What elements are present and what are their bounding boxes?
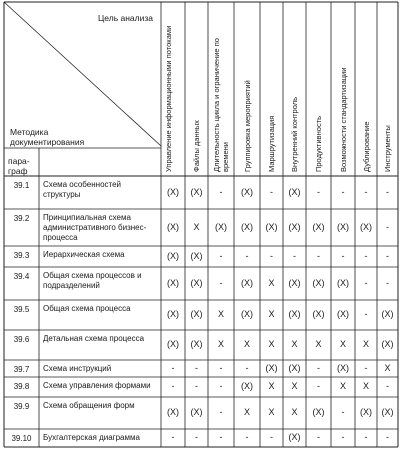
row-section-number: 39.7 bbox=[13, 365, 30, 374]
table-cell: (X) bbox=[241, 186, 253, 197]
table-cell: - bbox=[341, 432, 345, 442]
table-cell: X bbox=[291, 339, 298, 349]
table-cell: - bbox=[364, 309, 368, 319]
column-header: Внутренний контроль bbox=[290, 97, 299, 172]
table-cell: - bbox=[364, 186, 368, 197]
table-cell: (X) bbox=[190, 407, 203, 417]
table-cell: - bbox=[364, 250, 368, 261]
table-cell: - bbox=[195, 432, 198, 442]
table-cell: - bbox=[341, 186, 345, 197]
table-cell: - bbox=[195, 381, 198, 391]
table-cell: (X) bbox=[337, 277, 349, 288]
table-cell: X bbox=[243, 339, 250, 349]
table-cell: X bbox=[193, 221, 200, 232]
table-cell: - bbox=[171, 432, 175, 442]
table-cell: (X) bbox=[381, 407, 394, 417]
table-cell: (X) bbox=[337, 221, 349, 232]
table-cell: - bbox=[270, 250, 273, 261]
row-method-name: Бухгалтерская диаграмма bbox=[43, 433, 140, 442]
column-header: Файлы данных bbox=[192, 120, 201, 172]
table-cell: X bbox=[362, 381, 369, 391]
table-cell: - bbox=[245, 250, 249, 261]
row-section-number: 39.3 bbox=[13, 251, 30, 260]
table-cell: - bbox=[341, 250, 345, 261]
table-cell: (X) bbox=[288, 432, 301, 442]
table-cell: (X) bbox=[312, 221, 325, 232]
table-cell: (X) bbox=[288, 277, 301, 288]
table-cell: X bbox=[384, 362, 391, 373]
table-cell: X bbox=[268, 381, 275, 391]
table-cell: - bbox=[386, 277, 389, 288]
table-cell: X bbox=[268, 407, 275, 417]
table-cell: X bbox=[243, 407, 250, 417]
table-cell: - bbox=[341, 407, 345, 417]
table-cell: - bbox=[270, 432, 273, 442]
row-method-name: Детальная схема процесса bbox=[43, 334, 145, 343]
table-cell: X bbox=[217, 309, 224, 319]
table-cell: (X) bbox=[190, 186, 203, 197]
table-cell: (X) bbox=[381, 309, 394, 319]
table-cell: - bbox=[270, 186, 273, 197]
table-cell: - bbox=[195, 362, 198, 373]
row-section-number: 39.9 bbox=[13, 402, 30, 411]
table-cell: (X) bbox=[167, 407, 179, 417]
column-header: Продуктивность bbox=[314, 115, 323, 172]
table-cell: (X) bbox=[288, 362, 301, 373]
table-cell: - bbox=[364, 362, 368, 373]
row-method-name: Схема инструкций bbox=[43, 364, 112, 373]
table-cell: (X) bbox=[190, 339, 203, 349]
table-cell: (X) bbox=[241, 309, 253, 319]
table-cell: - bbox=[364, 432, 368, 442]
row-section-number: 39.6 bbox=[13, 335, 30, 344]
column-header: Дублирование bbox=[361, 121, 371, 172]
table-cell: - bbox=[364, 277, 368, 288]
table-cell: (X) bbox=[167, 339, 179, 349]
table-cell: - bbox=[245, 432, 249, 442]
table-cell: (X) bbox=[167, 277, 179, 288]
row-method-name: Общая схема процесса bbox=[43, 304, 131, 313]
table-cell: - bbox=[386, 221, 389, 232]
table-cell: (X) bbox=[265, 221, 278, 232]
table-cell: (X) bbox=[265, 362, 278, 373]
table-cell: (X) bbox=[190, 309, 203, 319]
table-cell: X bbox=[291, 381, 298, 391]
table-cell: (X) bbox=[288, 309, 301, 319]
table-cell: (X) bbox=[312, 407, 325, 417]
column-header: Маршрутизация bbox=[267, 115, 276, 172]
table-cell: - bbox=[219, 277, 223, 288]
table-cell: (X) bbox=[381, 339, 394, 349]
column-header: Возможности стандартизации bbox=[338, 67, 348, 172]
row-section-number: 39.1 bbox=[13, 181, 30, 190]
table-cell: - bbox=[317, 381, 320, 391]
column-header: Длительность цикла и ограничение по времени bbox=[212, 38, 230, 172]
table-cell: (X) bbox=[241, 381, 253, 391]
table-cell: - bbox=[219, 250, 223, 261]
table-cell: - bbox=[317, 186, 320, 197]
table-cell: - bbox=[386, 186, 389, 197]
table-cell: - bbox=[386, 250, 389, 261]
table-cell: X bbox=[315, 339, 322, 349]
table-cell: X bbox=[217, 339, 224, 349]
table-cell: X bbox=[339, 381, 346, 391]
table-cell: - bbox=[386, 432, 389, 442]
row-method-name: Иерархическая схема bbox=[43, 250, 125, 259]
table-cell: - bbox=[293, 250, 296, 261]
table-cell: (X) bbox=[167, 309, 179, 319]
table-cell: - bbox=[219, 186, 223, 197]
table-cell: (X) bbox=[312, 277, 325, 288]
row-method-name: Схема управления формами bbox=[43, 381, 151, 390]
row-section-number: 39.8 bbox=[13, 382, 30, 391]
table-cell: - bbox=[386, 381, 389, 391]
section-label: пара-граф bbox=[8, 156, 30, 176]
table-cell: (X) bbox=[337, 309, 349, 319]
row-method-name: Общая схема процессов и подразделений bbox=[43, 271, 142, 290]
table-cell: - bbox=[219, 432, 223, 442]
table-cell: (X) bbox=[312, 309, 325, 319]
table-cell: X bbox=[362, 339, 369, 349]
row-section-number: 39.10 bbox=[11, 434, 32, 443]
method-label: Методика документирования bbox=[10, 127, 85, 147]
row-section-number: 39.4 bbox=[13, 272, 30, 281]
table-cell: - bbox=[171, 362, 175, 373]
table-cell: - bbox=[317, 250, 320, 261]
table-cell: - bbox=[317, 432, 320, 442]
column-header: Группировка мероприятий bbox=[242, 80, 252, 172]
table-cell: (X) bbox=[190, 250, 203, 261]
table-cell: - bbox=[219, 381, 223, 391]
table-cell: (X) bbox=[215, 221, 227, 232]
table-cell: (X) bbox=[190, 277, 203, 288]
table-cell: (X) bbox=[288, 186, 301, 197]
table-cell: (X) bbox=[167, 186, 179, 197]
table-cell: X bbox=[268, 339, 275, 349]
table-cell: (X) bbox=[241, 221, 253, 232]
goal-label: Цель анализа bbox=[98, 13, 153, 23]
row-method-name: Схема особенностей структуры bbox=[43, 180, 122, 199]
table-cell: (X) bbox=[337, 362, 349, 373]
table-cell: (X) bbox=[288, 221, 301, 232]
column-header: Управление информационными потоками bbox=[164, 25, 173, 172]
row-section-number: 39.5 bbox=[13, 305, 30, 314]
row-method-name: Принципиальная схема административного бизнес-процесса bbox=[43, 213, 147, 242]
table-cell: (X) bbox=[360, 221, 372, 232]
table-cell: X bbox=[291, 407, 298, 417]
corner-diagonal bbox=[4, 2, 161, 146]
table-cell: - bbox=[317, 362, 320, 373]
table-cell: - bbox=[171, 381, 175, 391]
table-cell: (X) bbox=[167, 221, 179, 232]
table-cell: X bbox=[339, 339, 346, 349]
table-cell: X bbox=[268, 277, 275, 288]
table-cell: (X) bbox=[360, 407, 372, 417]
table-cell: X bbox=[268, 309, 275, 319]
table-cell: (X) bbox=[167, 250, 179, 261]
column-header: Инструменты bbox=[383, 125, 392, 172]
table-cell: - bbox=[245, 362, 249, 373]
table-cell: - bbox=[219, 362, 223, 373]
table-cell: (X) bbox=[241, 277, 253, 288]
row-method-name: Схема обращения форм bbox=[43, 401, 135, 410]
table-cell: - bbox=[219, 407, 223, 417]
row-section-number: 39.2 bbox=[13, 214, 30, 223]
